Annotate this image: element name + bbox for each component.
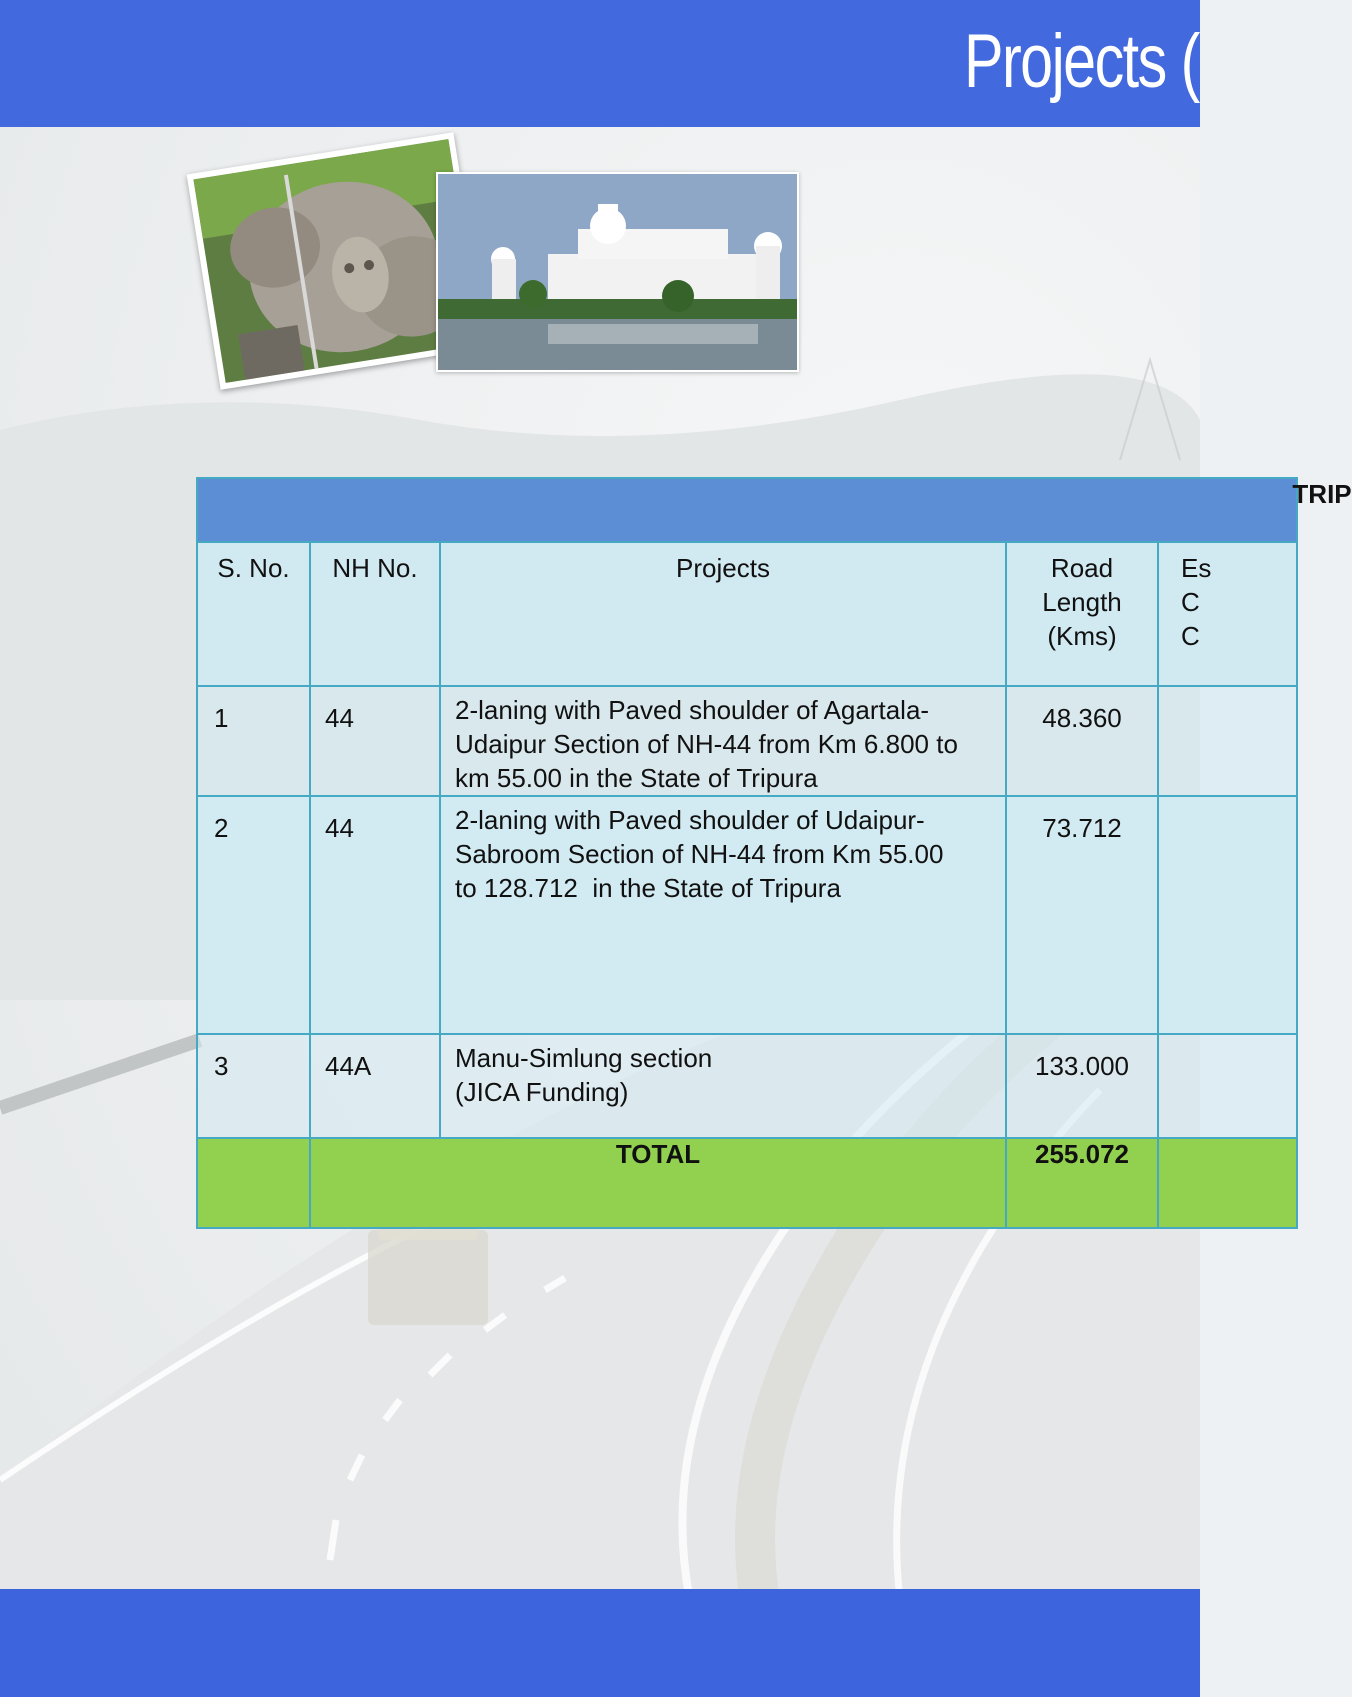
project-line: 2-laning with Paved shoulder of Udaipur- <box>455 805 925 835</box>
total-est-cost <box>1158 1138 1297 1228</box>
cell-sno: 1 <box>197 686 310 796</box>
table-row <box>197 796 1297 1034</box>
est-cost-line: C <box>1181 621 1200 651</box>
total-row <box>197 1138 1297 1228</box>
col-header-projects: Projects <box>440 542 1006 686</box>
col-header-sno: S. No. <box>197 542 310 686</box>
palace-lake-photo <box>436 172 799 372</box>
col-header-nh: NH No. <box>310 542 440 686</box>
cell-length: 48.360 <box>1006 686 1158 796</box>
projects-table <box>196 477 1352 1229</box>
total-label: TOTAL <box>310 1138 1006 1228</box>
cell-nh: 44A <box>310 1034 440 1138</box>
footer-bar <box>0 1589 1200 1697</box>
table-caption-text: TRIP <box>1292 479 1352 509</box>
est-cost-line: Es <box>1181 553 1212 583</box>
est-cost-line: C <box>1181 587 1200 617</box>
cell-sno: 2 <box>197 796 310 1034</box>
cell-length: 73.712 <box>1006 796 1158 1034</box>
road-length-line: Length <box>1042 587 1122 617</box>
total-blank-cell <box>197 1138 310 1228</box>
project-line: Udaipur Section of NH-44 from Km 6.800 to <box>455 729 958 759</box>
cell-nh: 44 <box>310 686 440 796</box>
col-header-road-length <box>1006 542 1158 686</box>
header-bar <box>0 0 1200 127</box>
table-row <box>197 1034 1297 1138</box>
cell-sno: 3 <box>197 1034 310 1138</box>
project-line: to 128.712 in the State of Tripura <box>455 873 841 903</box>
road-length-line: (Kms) <box>1047 621 1117 651</box>
page-title: Projects ( <box>964 19 1199 104</box>
cell-project <box>440 1034 1006 1138</box>
project-line: Sabroom Section of NH-44 from Km 55.00 <box>455 839 944 869</box>
project-line: km 55.00 in the State of Tripura <box>455 763 818 793</box>
project-line: 2-laning with Paved shoulder of Agartala- <box>455 695 930 725</box>
cell-project <box>440 686 1006 796</box>
cell-project <box>440 796 1006 1034</box>
road-length-line: Road <box>1050 553 1114 583</box>
total-length: 255.072 <box>1006 1138 1158 1228</box>
cell-nh: 44 <box>310 796 440 1034</box>
table-caption <box>197 478 1352 542</box>
cell-est-cost <box>1158 796 1297 1034</box>
col-header-est-cost <box>1158 542 1297 686</box>
cell-length: 133.000 <box>1006 1034 1158 1138</box>
project-line: Manu-Simlung section <box>455 1043 713 1073</box>
cell-est-cost <box>1158 686 1297 796</box>
cell-est-cost <box>1158 1034 1297 1138</box>
project-line: (JICA Funding) <box>455 1077 629 1107</box>
table-row <box>197 686 1297 796</box>
